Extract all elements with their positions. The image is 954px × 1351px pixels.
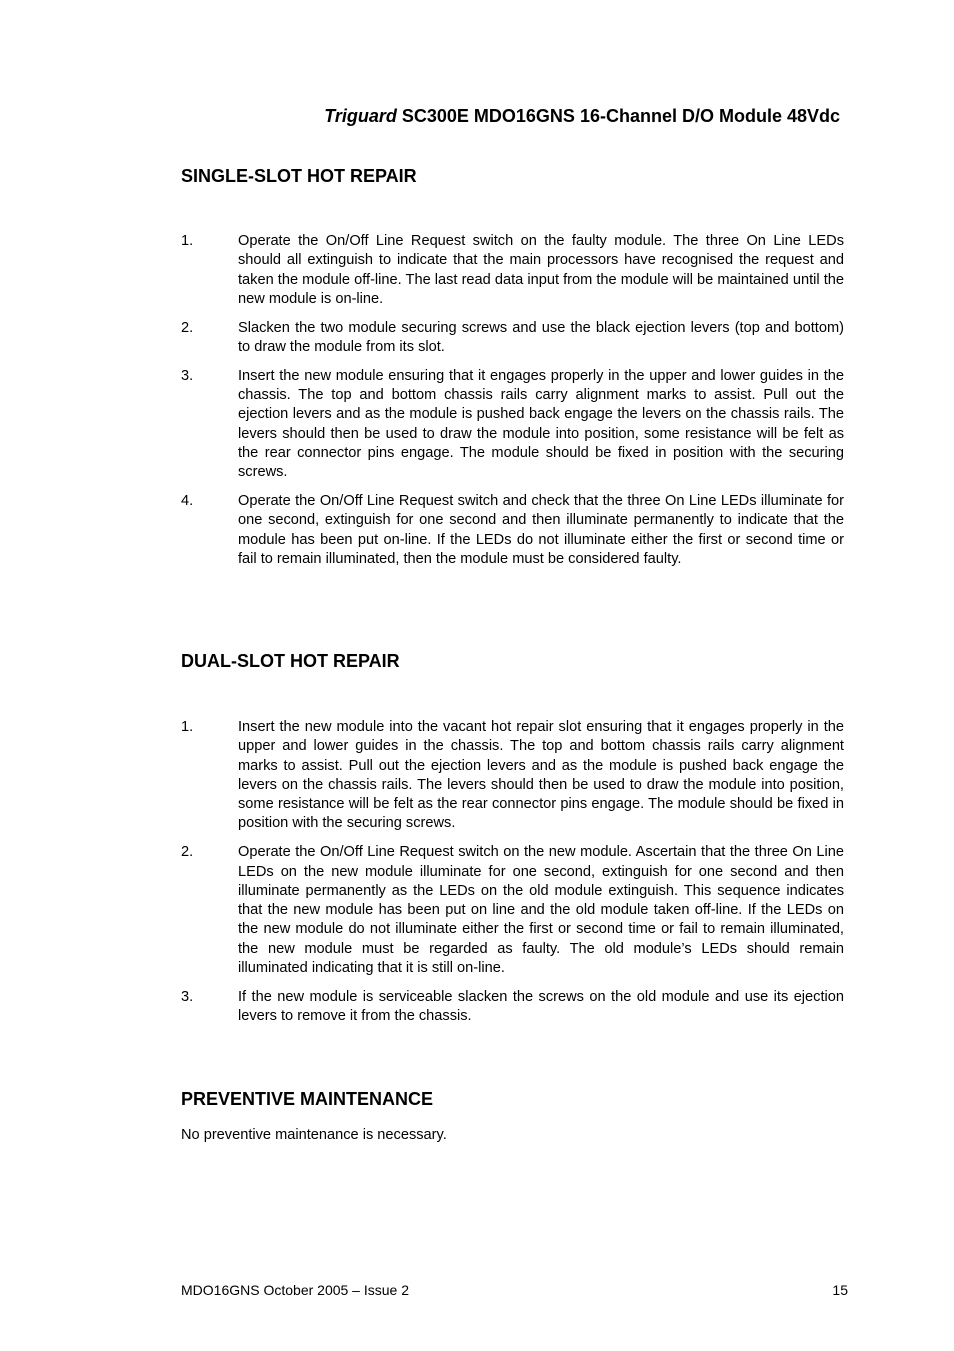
preventive-maintenance-text: No preventive maintenance is necessary. — [181, 1127, 447, 1143]
single-slot-step — [181, 319, 844, 358]
dual-slot-step — [181, 718, 844, 834]
single-slot-steps — [181, 232, 844, 579]
single-slot-step — [181, 492, 844, 569]
step-number: 3. — [181, 367, 194, 384]
step-text: If the new module is serviceable slacken the screws on the old module and use its ejection levers to remove it from the chassis. — [238, 988, 844, 1025]
step-number: 2. — [181, 319, 194, 336]
footer-document-info: MDO16GNS October 2005 – Issue 2 — [181, 1282, 409, 1298]
step-number: 1. — [181, 719, 194, 735]
single-slot-step — [181, 367, 844, 483]
step-text: Operate the On/Off Line Request switch and check that the three On Line LEDs illuminate for one second, extinguish for one second and then illuminate permanently to indicate that the module has been put on-line. If the LEDs do not illuminate either the first or second time or fail to remain illuminated, then the module must be considered faulty. — [238, 493, 844, 567]
step-number: 4. — [181, 493, 194, 510]
dual-slot-step — [181, 843, 844, 978]
step-text: Operate the On/Off Line Request switch on the faulty module. The three On Line LEDs should all extinguish to indicate that the main processors have recognised the request and taken the module off-line. The last read data input from the module will be maintained until the new module is on-line. — [238, 233, 844, 307]
dual-slot-steps — [181, 718, 844, 1036]
footer-page-number: 15 — [832, 1282, 848, 1298]
step-number: 2. — [181, 844, 194, 861]
step-text: Insert the new module into the vacant hot repair slot ensuring that it engages properly in the upper and lower guides in the chassis. The top and bottom chassis rails carry alignment marks to assist. Pull out the ejection levers and as the module is pushed back engage the levers on the chassis rails. The levers should then be used to draw the module into position, some resistance will be felt as the rear connector pins engage. The module should be fixed in position with the securing screws. — [238, 719, 844, 832]
single-slot-step — [181, 232, 844, 309]
single-slot-heading: SINGLE-SLOT HOT REPAIR — [181, 166, 417, 186]
preventive-maintenance-heading: PREVENTIVE MAINTENANCE — [181, 1089, 434, 1109]
step-text: Slacken the two module securing screws and use the black ejection levers (top and bottom) to draw the module from its slot. — [238, 319, 844, 355]
dual-slot-step — [181, 988, 844, 1027]
page-header — [324, 106, 840, 127]
header-title: SC300E MDO16GNS 16-Channel D/O Module 48Vdc — [396, 106, 840, 126]
dual-slot-heading: DUAL-SLOT HOT REPAIR — [181, 651, 400, 671]
step-text: Operate the On/Off Line Request switch on the new module. Ascertain that the three On Line LEDs on the new module illuminate for one second, extinguish for one second and then illuminate permanently as the LEDs on the old module extinguish. This sequence indicates that the new module has been put on line and the old module taken off-line. If the LEDs on the new module do not illuminate either the first or second time or fail to remain illuminated, the new module must be regarded as faulty. The old module’s LEDs should remain illuminated indicating that it is still on-line. — [238, 844, 844, 977]
header-brand: Triguard — [324, 106, 397, 126]
step-text: Insert the new module ensuring that it engages properly in the upper and lower guides in the chassis. The top and bottom chassis rails carry alignment marks to assist. Pull out the ejection levers and as the module is pushed back engage the levers on the chassis rails. The levers should then be used to draw the module into position, some resistance will be felt as the rear connector pins engage. The module should be fixed in position with the securing screws. — [238, 367, 844, 481]
step-number: 3. — [181, 988, 194, 1005]
step-number: 1. — [181, 233, 194, 249]
